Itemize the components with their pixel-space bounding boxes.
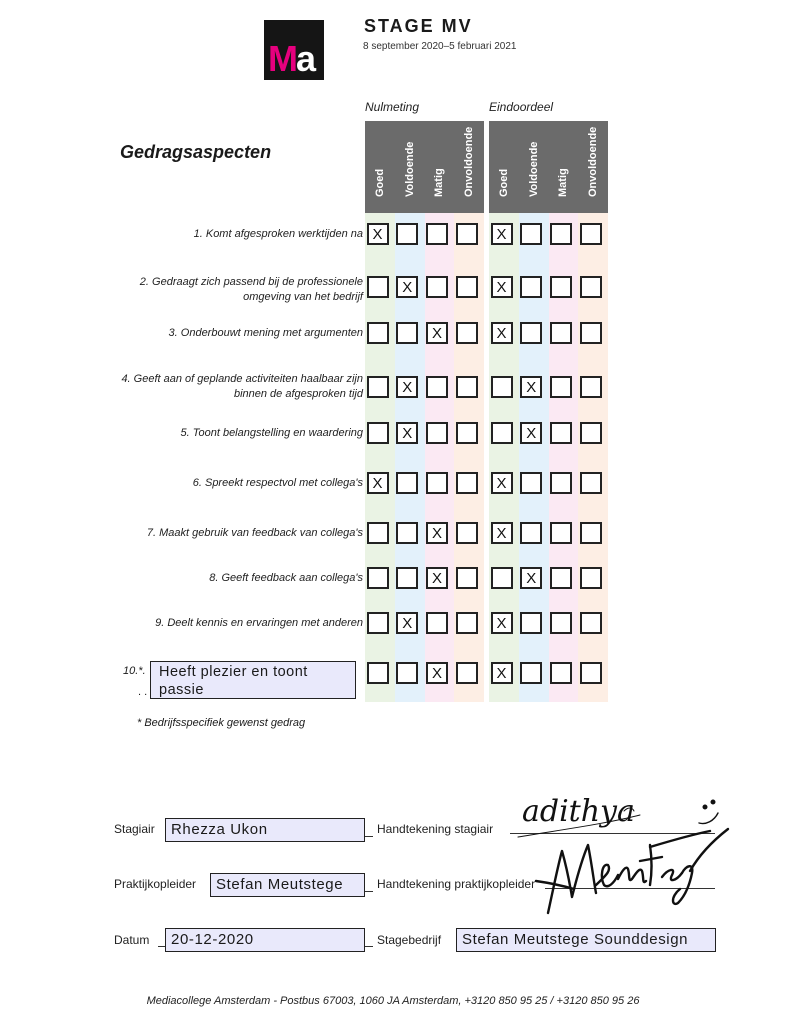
- checkbox-eind-onvoldoende[interactable]: [580, 376, 602, 398]
- internship-dates: 8 september 2020–5 februari 2021: [363, 41, 517, 52]
- aspect-label: 5. Toont belangstelling en waardering: [180, 427, 363, 439]
- checkbox-eind-goed[interactable]: X: [491, 276, 513, 298]
- stagebedrijf-field[interactable]: Stefan Meutstege Sounddesign: [456, 928, 716, 952]
- checkbox-nul-voldoende[interactable]: [396, 567, 418, 589]
- aspect-10-prefix: 10.*.: [123, 665, 146, 677]
- checkbox-eind-matig[interactable]: [550, 662, 572, 684]
- checkbox-eind-voldoende[interactable]: [520, 223, 542, 245]
- label-stagiair: Stagiair: [114, 822, 155, 836]
- column-header-eindoordeel: [489, 121, 608, 213]
- checkbox-eind-onvoldoende[interactable]: [580, 612, 602, 634]
- checkbox-eind-matig[interactable]: [550, 276, 572, 298]
- datum-field[interactable]: 20-12-2020: [165, 928, 365, 952]
- checkbox-eind-goed[interactable]: X: [491, 522, 513, 544]
- checkbox-eind-voldoende[interactable]: [520, 522, 542, 544]
- checkbox-nul-matig[interactable]: [426, 422, 448, 444]
- footer-address: Mediacollege Amsterdam - Postbus 67003, 1060 JA Amsterdam, +3120 850 95 25 / +3120 850 95 26: [146, 995, 640, 1007]
- checkbox-eind-onvoldoende[interactable]: [580, 322, 602, 344]
- checkbox-nul-goed[interactable]: [367, 662, 389, 684]
- checkbox-nul-onvoldoende[interactable]: [456, 422, 478, 444]
- checkbox-nul-matig[interactable]: [426, 223, 448, 245]
- checkbox-nul-matig[interactable]: [426, 276, 448, 298]
- mediacollege-logo: [264, 20, 324, 80]
- checkbox-eind-voldoende[interactable]: X: [520, 567, 542, 589]
- label-stagebedrijf: Stagebedrijf: [377, 933, 442, 947]
- checkbox-eind-onvoldoende[interactable]: [580, 276, 602, 298]
- aspect-label: 8. Geeft feedback aan collega's: [209, 572, 363, 584]
- checkbox-nul-goed[interactable]: [367, 376, 389, 398]
- checkbox-eind-voldoende[interactable]: [520, 472, 542, 494]
- aspect-label: 4. Geeft aan of geplande activiteiten haalbaar zijn binnen de afgesproken tijd: [121, 373, 363, 400]
- checkbox-nul-goed[interactable]: [367, 567, 389, 589]
- group-label-nulmeting: Nulmeting: [365, 100, 420, 114]
- checkbox-eind-goed[interactable]: X: [491, 472, 513, 494]
- group-label-eindoordeel: Eindoordeel: [489, 100, 554, 114]
- checkbox-eind-matig[interactable]: [550, 223, 572, 245]
- checkbox-nul-voldoende[interactable]: [396, 322, 418, 344]
- footnote: * Bedrijfsspecifiek gewenst gedrag: [137, 717, 306, 729]
- checkbox-nul-voldoende[interactable]: [396, 223, 418, 245]
- checkbox-nul-voldoende[interactable]: [396, 522, 418, 544]
- checkbox-nul-onvoldoende[interactable]: [456, 522, 478, 544]
- stagiair-field[interactable]: Rhezza Ukon: [165, 818, 365, 842]
- checkbox-eind-matig[interactable]: [550, 322, 572, 344]
- checkbox-eind-onvoldoende[interactable]: [580, 567, 602, 589]
- checkbox-nul-goed[interactable]: [367, 522, 389, 544]
- checkbox-nul-onvoldoende[interactable]: [456, 567, 478, 589]
- column-label-goed: Goed: [373, 168, 386, 197]
- checkbox-eind-matig[interactable]: [550, 422, 572, 444]
- checkbox-eind-goed[interactable]: [491, 376, 513, 398]
- checkbox-nul-matig[interactable]: X: [426, 567, 448, 589]
- column-label-voldoende: Voldoende: [527, 141, 540, 197]
- checkbox-eind-onvoldoende[interactable]: [580, 472, 602, 494]
- checkbox-eind-voldoende[interactable]: [520, 322, 542, 344]
- checkbox-nul-matig[interactable]: [426, 376, 448, 398]
- underline: [365, 891, 373, 892]
- checkbox-eind-matig[interactable]: [550, 376, 572, 398]
- signature-stagiair: adithya: [522, 794, 635, 829]
- checkbox-nul-onvoldoende[interactable]: [456, 376, 478, 398]
- checkbox-nul-goed[interactable]: X: [367, 472, 389, 494]
- aspect-label: 2. Gedraagt zich passend bij de professionele omgeving van het bedrijf: [139, 276, 363, 303]
- checkbox-eind-voldoende[interactable]: [520, 612, 542, 634]
- column-label-goed: Goed: [497, 168, 510, 197]
- checkbox-eind-onvoldoende[interactable]: [580, 422, 602, 444]
- checkbox-eind-matig[interactable]: [550, 612, 572, 634]
- checkbox-nul-onvoldoende[interactable]: [456, 612, 478, 634]
- praktijkopleider-field[interactable]: Stefan Meutstege: [210, 873, 365, 897]
- column-label-onvoldoende: Onvoldoende: [463, 126, 476, 197]
- checkbox-eind-goed[interactable]: X: [491, 612, 513, 634]
- checkbox-nul-matig[interactable]: X: [426, 662, 448, 684]
- checkbox-nul-matig[interactable]: X: [426, 322, 448, 344]
- checkbox-nul-voldoende[interactable]: X: [396, 276, 418, 298]
- checkbox-nul-matig[interactable]: [426, 472, 448, 494]
- checkbox-eind-goed[interactable]: [491, 422, 513, 444]
- checkbox-nul-voldoende[interactable]: X: [396, 422, 418, 444]
- checkbox-nul-voldoende[interactable]: X: [396, 612, 418, 634]
- checkbox-eind-goed[interactable]: X: [491, 223, 513, 245]
- checkbox-eind-voldoende[interactable]: X: [520, 376, 542, 398]
- checkbox-eind-matig[interactable]: [550, 522, 572, 544]
- checkbox-nul-voldoende[interactable]: X: [396, 376, 418, 398]
- column-header-nulmeting: [365, 121, 484, 213]
- logo-letters: Ma: [268, 38, 315, 79]
- aspect-label: 6. Spreekt respectvol met collega's: [192, 477, 363, 489]
- checkbox-nul-onvoldoende[interactable]: [456, 662, 478, 684]
- column-label-matig: Matig: [557, 168, 570, 197]
- column-label-voldoende: Voldoende: [403, 141, 416, 197]
- checkbox-eind-matig[interactable]: [550, 567, 572, 589]
- label-praktijkopleider: Praktijkopleider: [114, 877, 197, 891]
- checkbox-nul-goed[interactable]: [367, 276, 389, 298]
- checkbox-nul-goed[interactable]: [367, 422, 389, 444]
- checkbox-eind-matig[interactable]: [550, 472, 572, 494]
- aspect-label: 3. Onderbouwt mening met argumenten: [168, 327, 363, 339]
- aspect-10-dots: . .: [138, 686, 148, 698]
- checkbox-eind-goed[interactable]: X: [491, 322, 513, 344]
- checkbox-nul-onvoldoende[interactable]: [456, 276, 478, 298]
- checkbox-eind-voldoende[interactable]: [520, 276, 542, 298]
- label-handtekening-stagiair: Handtekening stagiair: [377, 822, 494, 836]
- checkbox-eind-voldoende[interactable]: X: [520, 422, 542, 444]
- underline: [365, 836, 373, 837]
- checkbox-eind-goed[interactable]: [491, 567, 513, 589]
- checkbox-nul-matig[interactable]: [426, 612, 448, 634]
- checkbox-eind-goed[interactable]: X: [491, 662, 513, 684]
- checkbox-eind-voldoende[interactable]: [520, 662, 542, 684]
- checkbox-nul-voldoende[interactable]: [396, 472, 418, 494]
- checkbox-eind-onvoldoende[interactable]: [580, 662, 602, 684]
- checkbox-nul-onvoldoende[interactable]: [456, 472, 478, 494]
- column-label-onvoldoende: Onvoldoende: [587, 126, 600, 197]
- handwritten-signatures: [500, 785, 740, 920]
- checkbox-eind-onvoldoende[interactable]: [580, 522, 602, 544]
- checkbox-nul-onvoldoende[interactable]: [456, 223, 478, 245]
- checkbox-nul-goed[interactable]: X: [367, 223, 389, 245]
- custom-aspect-field[interactable]: Heeft plezier en toont passie: [150, 661, 356, 699]
- checkbox-eind-onvoldoende[interactable]: [580, 223, 602, 245]
- checkbox-nul-goed[interactable]: [367, 612, 389, 634]
- document-title: STAGE MV: [364, 16, 473, 36]
- aspect-label: 9. Deelt kennis en ervaringen met anderen: [155, 617, 363, 629]
- checkbox-nul-matig[interactable]: X: [426, 522, 448, 544]
- checkbox-nul-goed[interactable]: [367, 322, 389, 344]
- label-handtekening-praktijkopleider: Handtekening praktijkopleider: [377, 877, 536, 891]
- label-datum: Datum: [114, 933, 150, 947]
- column-label-matig: Matig: [433, 168, 446, 197]
- aspect-label: 1. Komt afgesproken werktijden na: [193, 228, 363, 240]
- aspect-label: 7. Maakt gebruik van feedback van collega's: [146, 527, 363, 539]
- checkbox-nul-voldoende[interactable]: [396, 662, 418, 684]
- checkbox-nul-onvoldoende[interactable]: [456, 322, 478, 344]
- section-heading: Gedragsaspecten: [120, 142, 272, 162]
- underline: [365, 946, 373, 947]
